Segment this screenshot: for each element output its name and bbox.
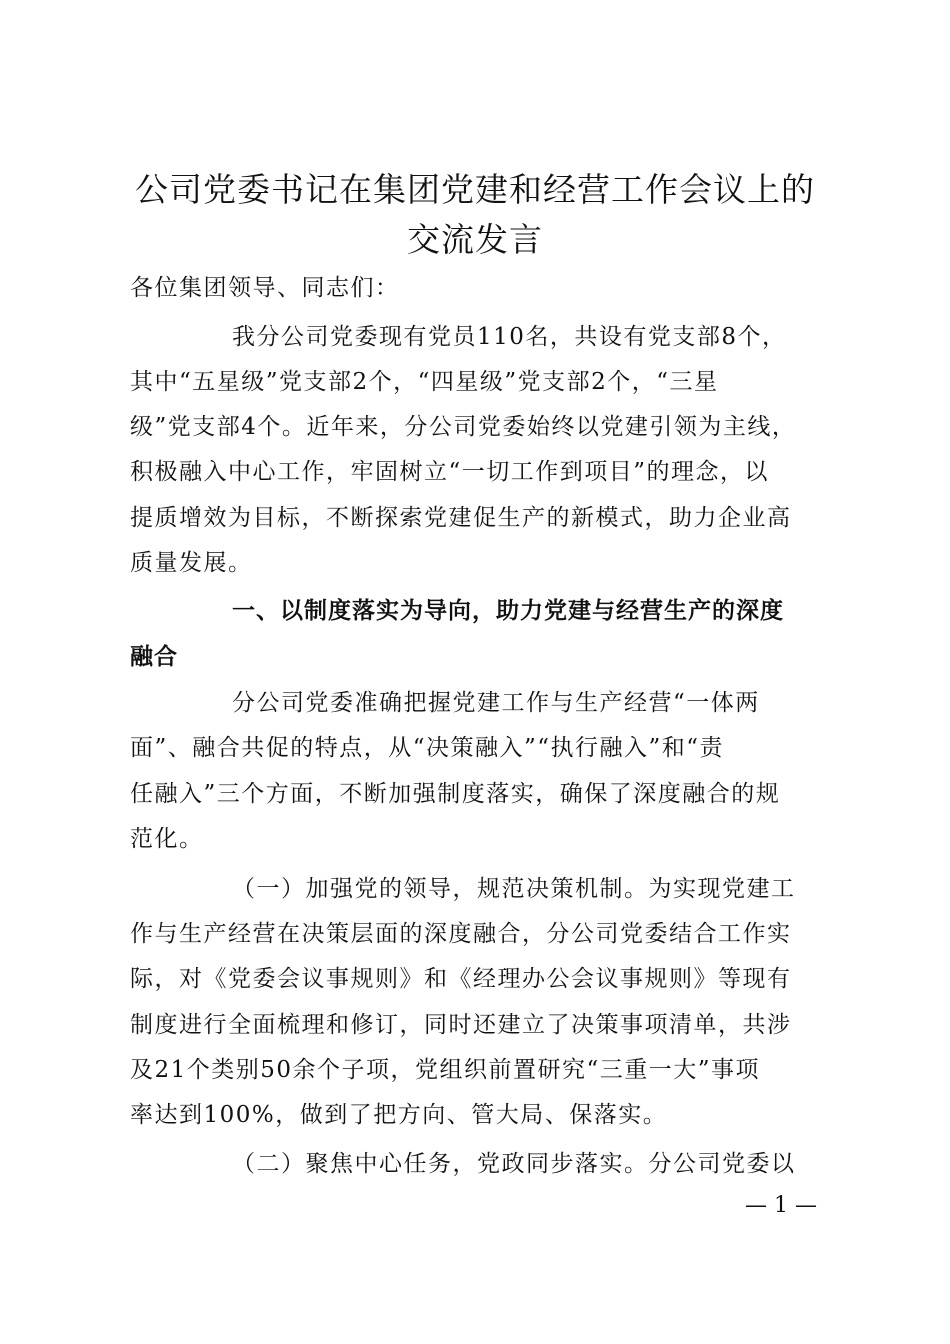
paragraph2-line: 分公司党委准确把握党建工作与生产经营“一体两	[232, 690, 760, 716]
paragraph3-line: 率达到100%，做到了把方向、管大局、保落实。	[130, 1102, 668, 1128]
section-heading-line: 融合	[130, 644, 178, 670]
paragraph3-line: 制度进行全面梳理和修订，同时还建立了决策事项清单，共涉	[130, 1012, 792, 1038]
title-line-2: 交流发言	[407, 220, 543, 259]
paragraph1-line: 质量发展。	[130, 550, 253, 576]
paragraph1-line: 级”党支部4个。近年来，分公司党委始终以党建引领为主线，	[130, 414, 797, 440]
paragraph3-line: 作与生产经营在决策层面的深度融合，分公司党委结合工作实	[130, 921, 792, 947]
title-line-1: 公司党委书记在集团党建和经营工作会议上的	[135, 170, 815, 209]
section-heading-line: 一、以制度落实为导向，助力党建与经营生产的深度	[232, 598, 784, 624]
salutation: 各位集团领导、同志们：	[130, 275, 400, 301]
paragraph1-line: 其中“五星级”党支部2个，“四星级”党支部2个，“三星	[130, 369, 719, 395]
paragraph4-line: （二）聚焦中心任务，党政同步落实。分公司党委以	[232, 1151, 796, 1177]
paragraph2-line: 任融入”三个方面，不断加强制度落实，确保了深度融合的规	[130, 781, 781, 807]
paragraph1-line: 我分公司党委现有党员110名，共设有党支部8个，	[232, 324, 787, 350]
paragraph1-line: 提质增效为目标，不断探索党建促生产的新模式，助力企业高	[130, 505, 792, 531]
paragraph3-line: 际，对《党委会议事规则》和《经理办公会议事规则》等现有	[130, 966, 792, 992]
paragraph3-line: （一）加强党的领导，规范决策机制。为实现党建工	[232, 876, 796, 902]
paragraph2-line: 范化。	[130, 826, 204, 852]
document-title	[110, 165, 840, 265]
paragraph2-line: 面”、融合共促的特点，从“决策融入”“执行融入”和“责	[130, 735, 725, 761]
paragraph1-line: 积极融入中心工作，牢固树立“一切工作到项目”的理念，以	[130, 459, 770, 485]
page-number: — 1 —	[745, 1193, 817, 1218]
paragraph3-line: 及21个类别50余个子项，党组织前置研究“三重一大”事项	[130, 1057, 761, 1083]
